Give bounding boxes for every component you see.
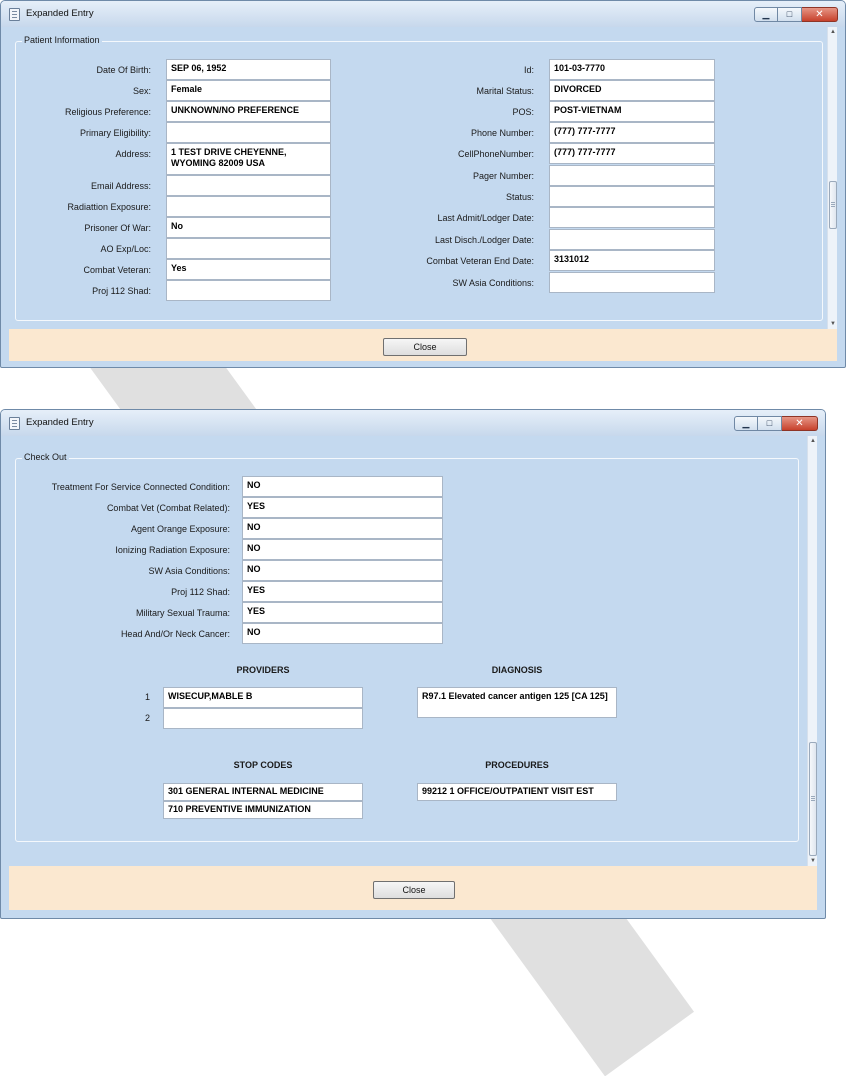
- patient-right-label: Last Admit/Lodger Date:: [437, 213, 534, 223]
- patient-left-label: Radiattion Exposure:: [67, 202, 151, 212]
- patient-right-value-field[interactable]: (777) 777-7777: [549, 122, 715, 143]
- expanded-entry-window-checkout: [0, 409, 826, 919]
- patient-right-label: POS:: [512, 107, 534, 117]
- patient-right-value-field[interactable]: [549, 186, 715, 207]
- checkout-value-field[interactable]: NO: [242, 623, 443, 644]
- patient-right-label: Id:: [523, 65, 534, 75]
- patient-right-label: SW Asia Conditions:: [452, 278, 534, 288]
- procedures-heading: PROCEDURES: [485, 760, 549, 770]
- diagnosis-heading: DIAGNOSIS: [491, 665, 543, 675]
- footer-bar: [9, 866, 817, 910]
- patient-left-label: Proj 112 Shad:: [92, 286, 151, 296]
- providers-heading: PROVIDERS: [236, 665, 290, 675]
- document-icon: [9, 417, 20, 430]
- patient-left-label: AO Exp/Loc:: [100, 244, 151, 254]
- checkout-value-field[interactable]: NO: [242, 539, 443, 560]
- close-button[interactable]: Close: [373, 881, 455, 899]
- minimize-button[interactable]: [734, 416, 758, 431]
- patient-left-value-field[interactable]: UNKNOWN/NO PREFERENCE: [166, 101, 331, 122]
- maximize-button[interactable]: [758, 416, 782, 431]
- patient-right-value-field[interactable]: [549, 207, 715, 228]
- stop-code-field-2[interactable]: 710 PREVENTIVE IMMUNIZATION: [163, 801, 363, 819]
- minimize-icon: ▁: [742, 418, 750, 428]
- patient-right-value-field[interactable]: [549, 165, 715, 186]
- title-bar[interactable]: [1, 1, 845, 27]
- maximize-button[interactable]: [778, 7, 802, 22]
- checkout-label: Combat Vet (Combat Related):: [106, 503, 230, 513]
- patient-left-value-field[interactable]: [166, 280, 331, 301]
- checkout-label: Treatment For Service Connected Condition:: [51, 482, 230, 492]
- checkout-value-field[interactable]: NO: [242, 476, 443, 497]
- patient-left-label: Religious Preference:: [64, 107, 151, 117]
- patient-left-value-field[interactable]: [166, 122, 331, 143]
- patient-left-label: Primary Eligibility:: [79, 128, 151, 138]
- patient-left-label: Prisoner Of War:: [84, 223, 151, 233]
- provider-field-1[interactable]: WISECUP,MABLE B: [163, 687, 363, 708]
- minimize-icon: ▁: [762, 9, 770, 19]
- checkout-label: Agent Orange Exposure:: [130, 524, 230, 534]
- patient-right-value-field[interactable]: POST-VIETNAM: [549, 101, 715, 122]
- patient-right-label: Phone Number:: [470, 128, 534, 138]
- patient-right-value-field[interactable]: [549, 229, 715, 250]
- checkout-label: SW Asia Conditions:: [148, 566, 230, 576]
- checkout-value-field[interactable]: YES: [242, 602, 443, 623]
- checkout-label: Military Sexual Trauma:: [135, 608, 230, 618]
- check-out-panel: [9, 436, 817, 866]
- patient-left-label: Email Address:: [90, 181, 151, 191]
- patient-left-value-field[interactable]: [166, 196, 331, 217]
- maximize-icon: □: [766, 418, 773, 428]
- vertical-scrollbar[interactable]: [807, 436, 817, 866]
- title-bar[interactable]: [1, 410, 825, 436]
- patient-right-label: Pager Number:: [472, 171, 534, 181]
- scroll-down-arrow-icon[interactable]: ▼: [830, 321, 836, 327]
- patient-right-label: Status:: [505, 192, 534, 202]
- patient-right-label: Last Disch./Lodger Date:: [434, 235, 534, 245]
- patient-left-value-field[interactable]: SEP 06, 1952: [166, 59, 331, 80]
- patient-left-value-field[interactable]: No: [166, 217, 331, 238]
- stop-code-field-1[interactable]: 301 GENERAL INTERNAL MEDICINE: [163, 783, 363, 801]
- close-button[interactable]: Close: [383, 338, 467, 356]
- checkout-label: Head And/Or Neck Cancer:: [120, 629, 230, 639]
- patient-info-panel: [9, 27, 837, 329]
- patient-left-label: Address:: [115, 149, 151, 159]
- checkout-label: Proj 112 Shad:: [171, 587, 230, 597]
- patient-left-value-field[interactable]: Yes: [166, 259, 331, 280]
- footer-bar: [9, 329, 837, 361]
- scroll-thumb[interactable]: [829, 181, 837, 229]
- close-icon: ✕: [795, 417, 804, 429]
- close-window-button[interactable]: [782, 416, 818, 431]
- patient-left-label: Sex:: [132, 86, 151, 96]
- patient-right-label: CellPhoneNumber:: [457, 149, 534, 159]
- window-title: Expanded Entry: [26, 8, 94, 19]
- stop-codes-heading: STOP CODES: [233, 760, 293, 770]
- patient-right-value-field[interactable]: (777) 777-7777: [549, 143, 715, 164]
- patient-right-value-field[interactable]: 101-03-7770: [549, 59, 715, 80]
- patient-left-value-field[interactable]: [166, 238, 331, 259]
- scroll-down-arrow-icon[interactable]: ▼: [810, 858, 816, 864]
- procedure-field[interactable]: 99212 1 OFFICE/OUTPATIENT VISIT EST: [417, 783, 617, 801]
- maximize-icon: □: [786, 9, 793, 19]
- patient-right-label: Marital Status:: [476, 86, 534, 96]
- provider-row-number: 2: [145, 713, 151, 723]
- group-title: Patient Information: [24, 35, 100, 45]
- checkout-value-field[interactable]: YES: [242, 497, 443, 518]
- scroll-up-arrow-icon[interactable]: ▲: [810, 438, 816, 444]
- patient-right-label: Combat Veteran End Date:: [426, 256, 534, 266]
- patient-left-label: Combat Veteran:: [83, 265, 151, 275]
- group-title: Check Out: [24, 452, 67, 462]
- close-icon: ✕: [815, 8, 824, 20]
- patient-left-value-field[interactable]: Female: [166, 80, 331, 101]
- patient-right-value-field[interactable]: 3131012: [549, 250, 715, 271]
- window-title: Expanded Entry: [26, 417, 94, 428]
- checkout-value-field[interactable]: NO: [242, 560, 443, 581]
- scroll-up-arrow-icon[interactable]: ▲: [830, 29, 836, 35]
- patient-right-value-field[interactable]: [549, 272, 715, 293]
- provider-row-number: 1: [145, 692, 151, 702]
- minimize-button[interactable]: [754, 7, 778, 22]
- scroll-thumb[interactable]: [809, 742, 817, 856]
- patient-left-label: Date Of Birth:: [96, 65, 151, 75]
- document-icon: [9, 8, 20, 21]
- vertical-scrollbar[interactable]: [827, 27, 837, 329]
- patient-left-value-field[interactable]: 1 TEST DRIVE CHEYENNE, WYOMING 82009 USA: [166, 143, 331, 175]
- diagnosis-field[interactable]: R97.1 Elevated cancer antigen 125 [CA 125]: [417, 687, 617, 718]
- provider-field-2[interactable]: [163, 708, 363, 729]
- patient-right-value-field[interactable]: DIVORCED: [549, 80, 715, 101]
- checkout-value-field[interactable]: YES: [242, 581, 443, 602]
- checkout-label: Ionizing Radiation Exposure:: [115, 545, 230, 555]
- expanded-entry-window-patient: [0, 0, 846, 368]
- patient-left-value-field[interactable]: [166, 175, 331, 196]
- checkout-value-field[interactable]: NO: [242, 518, 443, 539]
- close-window-button[interactable]: [802, 7, 838, 22]
